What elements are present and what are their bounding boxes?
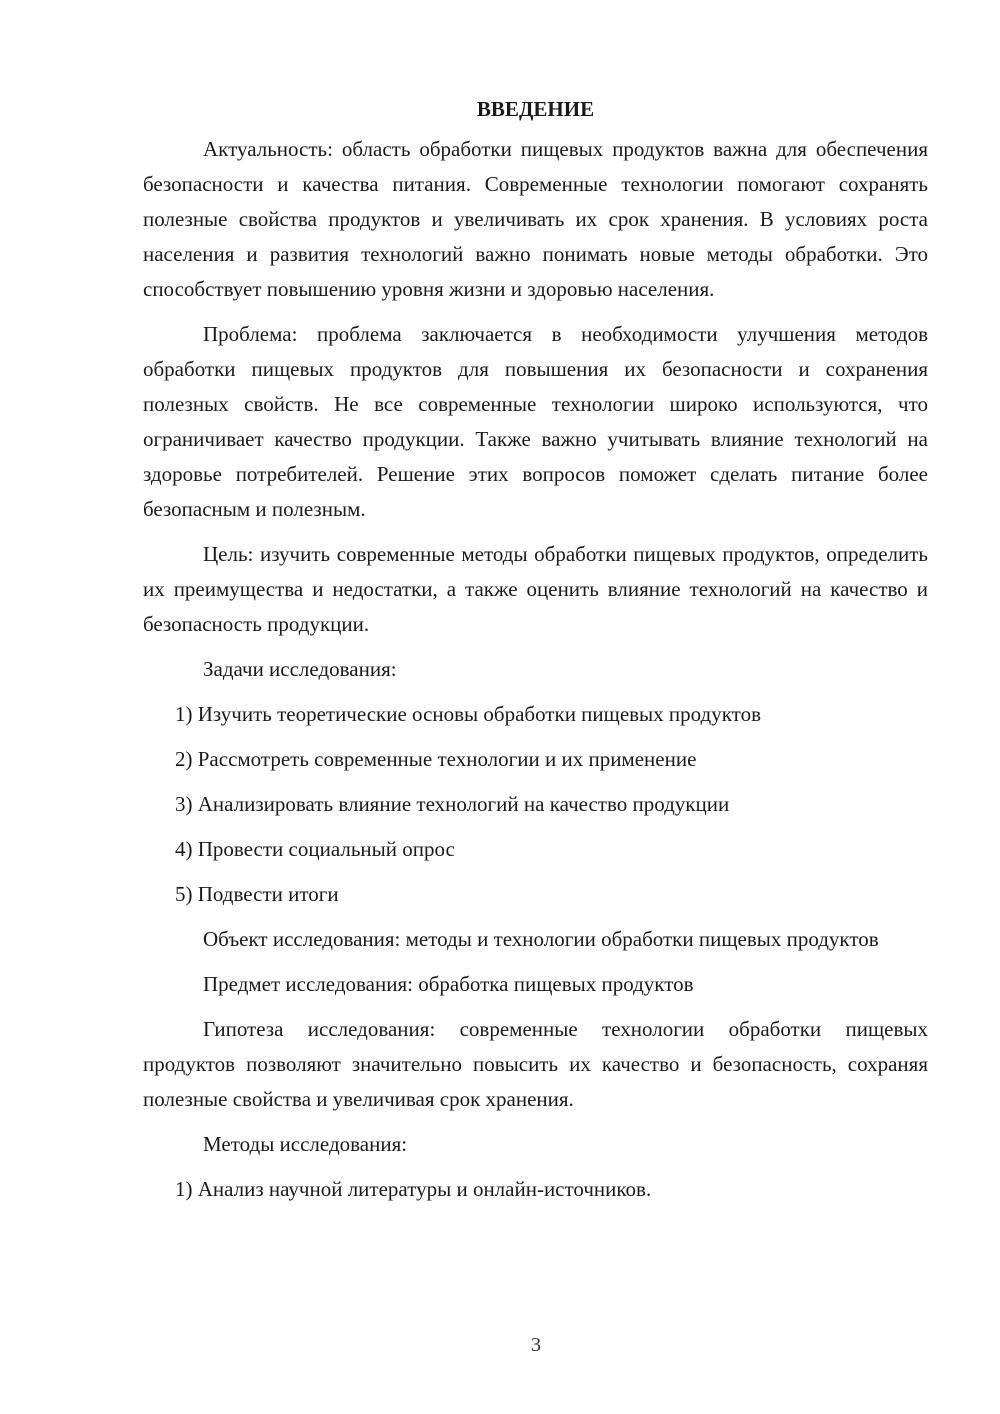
page-number: 3 [531,1334,541,1356]
section-heading: ВВЕДЕНИЕ [476,97,595,121]
task-item: 4) Провести социальный опрос [175,837,455,861]
method-item: 1) Анализ научной литературы и онлайн-источников. [175,1177,652,1201]
hypothesis-paragraph: Гипотеза исследования: современные технологии обработки пищевых продуктов позволяют значительно повысить их качество и безопасность, сохраняя полезные свойства и увеличивая срок хранения. [143,1017,928,1111]
goal-paragraph: Цель: изучить современные методы обработки пищевых продуктов, определить их преимущества и недостатки, а также оценить влияние технологий на качество и безопасность продукции. [143,542,928,636]
task-item: 1) Изучить теоретические основы обработки пищевых продуктов [175,702,761,726]
task-item: 2) Рассмотреть современные технологии и их применение [175,747,697,771]
methods-heading: Методы исследования: [203,1132,408,1156]
relevance-paragraph: Актуальность: область обработки пищевых продуктов важна для обеспечения безопасности и качества питания. Современные технологии помогают сохранять полезные свойства продуктов и увеличивать их срок хранения. В условиях роста населения и развития технологий важно понимать новые методы обработки. Это способствует повышению уровня жизни и здоровью населения. [143,137,928,301]
problem-paragraph: Проблема: проблема заключается в необходимости улучшения методов обработки пищевых продуктов для повышения их безопасности и сохранения полезных свойств. Не все современные технологии широко используются, что ограничивает качество продукции. Также важно учитывать влияние технологий на здоровье потребителей. Решение этих вопросов поможет сделать питание более безопасным и полезным. [143,322,928,521]
document-page [143,92,928,1217]
subject-paragraph: Предмет исследования: обработка пищевых продуктов [203,972,694,996]
task-item: 3) Анализировать влияние технологий на качество продукции [175,792,730,816]
tasks-heading: Задачи исследования: [203,657,397,681]
object-paragraph: Объект исследования: методы и технологии обработки пищевых продуктов [203,927,879,951]
task-item: 5) Подвести итоги [175,882,339,906]
